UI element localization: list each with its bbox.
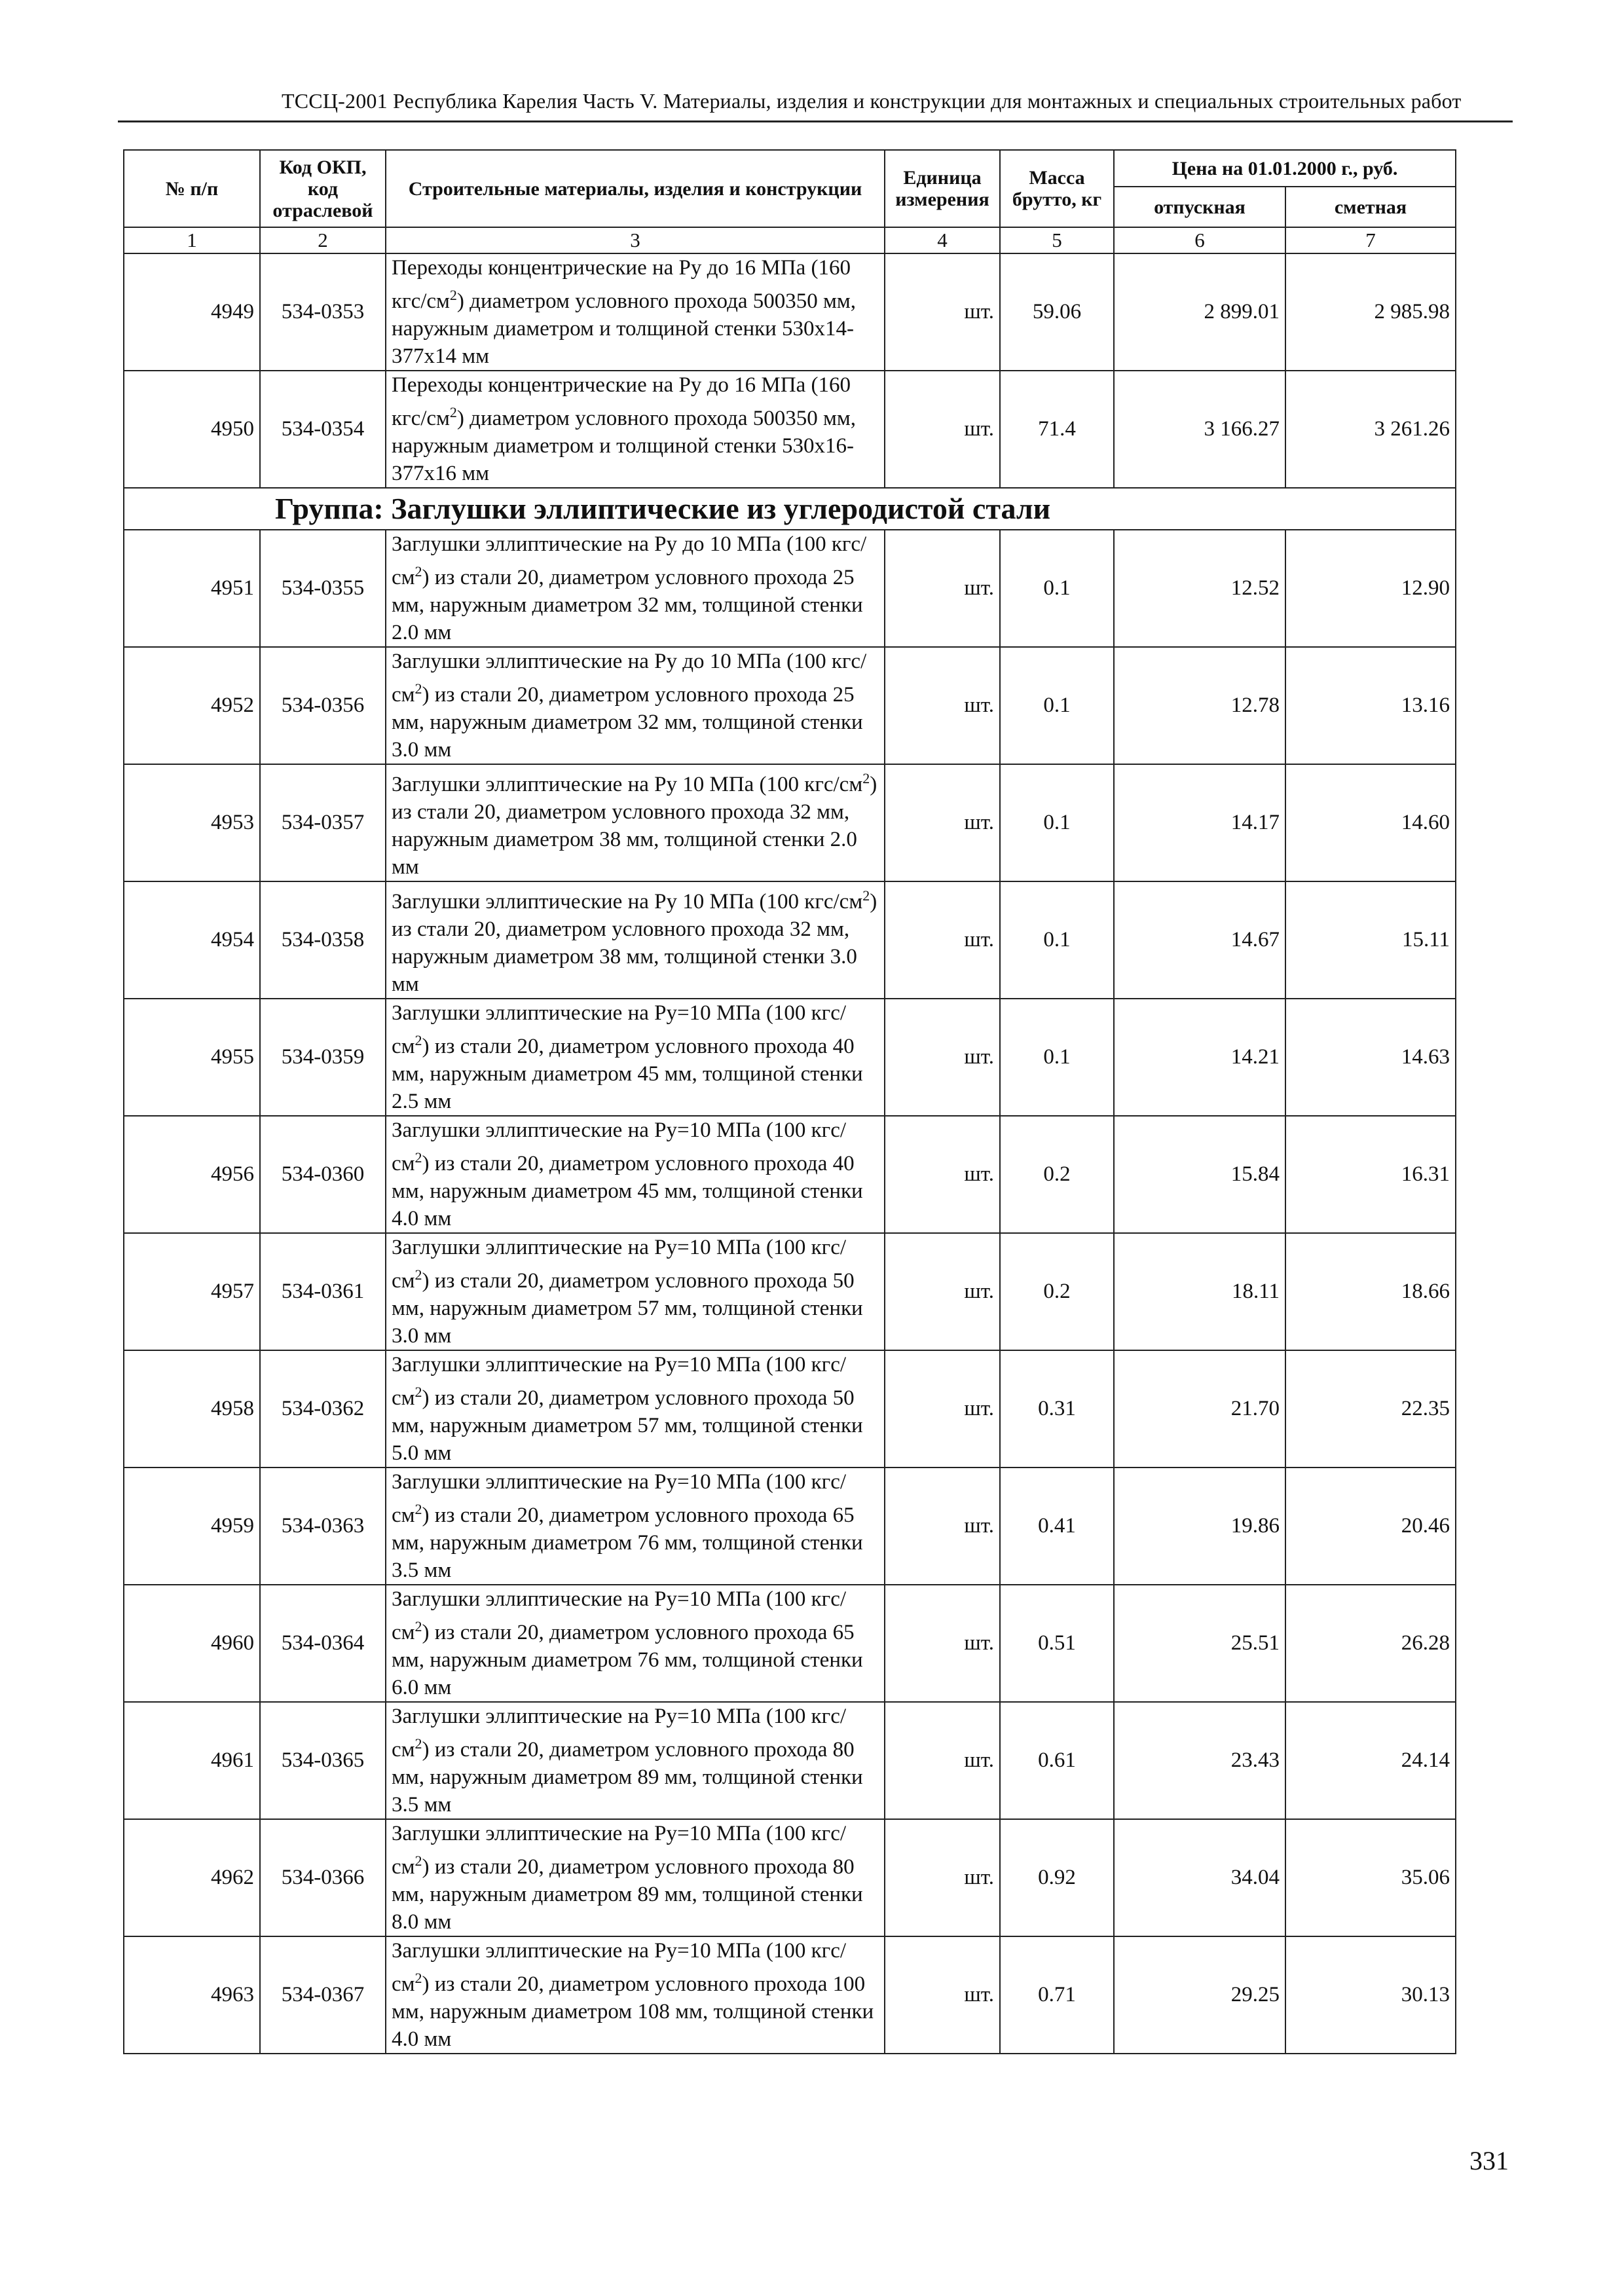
description-text: Заглушки эллиптические на Ру до 10 МПа (100 кгс/см [392,532,867,589]
description-superscript: 2 [415,1501,422,1517]
row-price-estimate: 16.31 [1285,1116,1456,1233]
row-description [386,1819,885,1936]
description-superscript: 2 [415,1618,422,1634]
table-row [124,999,1456,1116]
table-row [124,1350,1456,1468]
row-mass: 0.1 [1000,881,1114,999]
row-price-estimate: 13.16 [1285,647,1456,764]
row-unit: шт. [885,530,1000,647]
description-text: ) из стали 20, диаметром условного прохода 25 мм, наружным диаметром 32 мм, толщиной стенки 2.0 мм [392,566,863,644]
row-index: 4963 [124,1936,260,2054]
row-code: 534-0367 [260,1936,386,2054]
description-superscript: 2 [449,404,457,420]
row-description [386,371,885,488]
row-code: 534-0364 [260,1585,386,1702]
row-code: 534-0356 [260,647,386,764]
row-index: 4949 [124,253,260,371]
table-body [124,227,1456,2054]
row-price-release: 12.52 [1114,530,1285,647]
description-text: ) диаметром условного прохода 500350 мм, наружным диаметром и толщиной стенки 530х14-377х14 мм [392,289,857,368]
row-code: 534-0359 [260,999,386,1116]
row-mass: 59.06 [1000,253,1114,371]
description-text: ) из стали 20, диаметром условного прохода 65 мм, наружным диаметром 76 мм, толщиной стенки 3.5 мм [392,1504,863,1582]
row-code: 534-0353 [260,253,386,371]
row-index: 4960 [124,1585,260,1702]
row-price-estimate: 12.90 [1285,530,1456,647]
column-number: 7 [1285,227,1456,253]
row-description [386,1116,885,1233]
row-index: 4953 [124,764,260,881]
row-mass: 0.1 [1000,647,1114,764]
row-description [386,1936,885,2054]
row-mass: 0.2 [1000,1233,1114,1350]
row-index: 4950 [124,371,260,488]
column-number: 2 [260,227,386,253]
row-unit: шт. [885,1936,1000,2054]
description-superscript: 2 [415,1149,422,1166]
row-price-release: 14.17 [1114,764,1285,881]
row-unit: шт. [885,1702,1000,1819]
row-price-estimate: 18.66 [1285,1233,1456,1350]
table-row [124,764,1456,881]
table-row [124,530,1456,647]
description-text: ) из стали 20, диаметром условного прохода 65 мм, наружным диаметром 76 мм, толщиной стенки 6.0 мм [392,1621,863,1699]
description-text: Заглушки эллиптические на Ру=10 МПа (100 кгс/см [392,1001,847,1058]
description-text: Переходы концентрические на Ру до 16 МПа (160 кгс/см [392,256,851,313]
description-text: ) из стали 20, диаметром условного прохода 32 мм, наружным диаметром 38 мм, толщиной стенки 3.0 мм [392,890,877,996]
description-superscript: 2 [415,680,422,697]
header-price-group: Цена на 01.01.2000 г., руб. [1114,150,1456,187]
row-price-estimate: 24.14 [1285,1702,1456,1819]
row-code: 534-0361 [260,1233,386,1350]
description-text: ) из стали 20, диаметром условного прохода 32 мм, наружным диаметром 38 мм, толщиной стенки 2.0 мм [392,773,877,879]
row-price-estimate: 15.11 [1285,881,1456,999]
row-index: 4955 [124,999,260,1116]
description-text: Заглушки эллиптические на Ру=10 МПа (100 кгс/см [392,1470,847,1527]
row-description [386,1350,885,1468]
row-description [386,647,885,764]
row-price-release: 18.11 [1114,1233,1285,1350]
description-text: ) из стали 20, диаметром условного прохода 50 мм, наружным диаметром 57 мм, толщиной стенки 5.0 мм [392,1386,863,1465]
description-superscript: 2 [415,1384,422,1400]
row-unit: шт. [885,1350,1000,1468]
header-price-release: отпускная [1114,187,1285,227]
group-title: Группа: Заглушки эллиптические из углеродистой стали [124,488,1456,530]
row-mass: 0.51 [1000,1585,1114,1702]
table-row [124,1702,1456,1819]
column-number: 1 [124,227,260,253]
description-text: Заглушки эллиптические на Ру 10 МПа (100 кгс/см [392,890,863,914]
page-header-title: ТССЦ-2001 Республика Карелия Часть V. Материалы, изделия и конструкции для монтажных и специальных строительных работ [282,89,1462,113]
row-price-estimate: 35.06 [1285,1819,1456,1936]
description-text: Заглушки эллиптические на Ру=10 МПа (100 кгс/см [392,1236,847,1293]
row-description [386,253,885,371]
row-price-release: 23.43 [1114,1702,1285,1819]
description-text: Заглушки эллиптические на Ру=10 МПа (100 кгс/см [392,1822,847,1879]
table-row [124,647,1456,764]
description-superscript: 2 [415,1853,422,1869]
table-row [124,1936,1456,2054]
row-unit: шт. [885,1116,1000,1233]
row-price-release: 12.78 [1114,647,1285,764]
description-superscript: 2 [415,1032,422,1048]
table-header [124,150,1456,227]
row-description [386,1468,885,1585]
row-mass: 0.61 [1000,1702,1114,1819]
description-text: Заглушки эллиптические на Ру=10 МПа (100 кгс/см [392,1118,847,1175]
price-table [123,149,1456,2054]
row-unit: шт. [885,647,1000,764]
row-unit: шт. [885,1468,1000,1585]
row-index: 4962 [124,1819,260,1936]
row-code: 534-0355 [260,530,386,647]
row-price-release: 15.84 [1114,1116,1285,1233]
row-mass: 0.41 [1000,1468,1114,1585]
row-code: 534-0360 [260,1116,386,1233]
description-text: ) из стали 20, диаметром условного прохода 25 мм, наружным диаметром 32 мм, толщиной стенки 3.0 мм [392,683,863,762]
row-description [386,1702,885,1819]
row-mass: 0.92 [1000,1819,1114,1936]
row-index: 4958 [124,1350,260,1468]
row-index: 4954 [124,881,260,999]
row-mass: 0.31 [1000,1350,1114,1468]
description-text: ) из стали 20, диаметром условного прохода 80 мм, наружным диаметром 89 мм, толщиной стенки 3.5 мм [392,1738,863,1817]
table-row [124,371,1456,488]
row-mass: 71.4 [1000,371,1114,488]
header-rule [118,120,1513,122]
column-number: 4 [885,227,1000,253]
row-description [386,1233,885,1350]
column-number: 5 [1000,227,1114,253]
description-superscript: 2 [415,563,422,580]
description-superscript: 2 [862,770,870,786]
row-index: 4952 [124,647,260,764]
row-price-estimate: 3 261.26 [1285,371,1456,488]
row-mass: 0.1 [1000,764,1114,881]
description-text: Заглушки эллиптические на Ру=10 МПа (100 кгс/см [392,1353,847,1410]
row-index: 4951 [124,530,260,647]
table-row [124,1233,1456,1350]
page-number: 331 [1469,2146,1509,2175]
row-unit: шт. [885,371,1000,488]
row-index: 4959 [124,1468,260,1585]
table-row [124,1468,1456,1585]
description-text: Заглушки эллиптические на Ру=10 МПа (100 кгс/см [392,1587,847,1644]
column-number: 6 [1114,227,1285,253]
row-price-estimate: 2 985.98 [1285,253,1456,371]
column-numbers-row [124,227,1456,253]
table-row [124,881,1456,999]
row-unit: шт. [885,253,1000,371]
row-mass: 0.71 [1000,1936,1114,2054]
header-mass: Масса брутто, кг [1000,150,1114,227]
row-index: 4957 [124,1233,260,1350]
table-row [124,1585,1456,1702]
row-code: 534-0354 [260,371,386,488]
row-unit: шт. [885,1585,1000,1702]
row-price-estimate: 26.28 [1285,1585,1456,1702]
header-code: Код ОКП, код отраслевой [260,150,386,227]
description-superscript: 2 [415,1266,422,1283]
row-mass: 0.1 [1000,999,1114,1116]
row-code: 534-0358 [260,881,386,999]
table-row [124,253,1456,371]
row-description [386,999,885,1116]
row-unit: шт. [885,999,1000,1116]
description-text: ) из стали 20, диаметром условного прохода 40 мм, наружным диаметром 45 мм, толщиной стенки 2.5 мм [392,1035,863,1113]
row-price-release: 29.25 [1114,1936,1285,2054]
description-text: Заглушки эллиптические на Ру 10 МПа (100 кгс/см [392,773,863,796]
column-number: 3 [386,227,885,253]
row-price-release: 21.70 [1114,1350,1285,1468]
row-description [386,1585,885,1702]
row-price-release: 3 166.27 [1114,371,1285,488]
row-price-estimate: 22.35 [1285,1350,1456,1468]
description-text: ) диаметром условного прохода 500350 мм, наружным диаметром и толщиной стенки 530х16-377х16 мм [392,407,857,485]
row-code: 534-0363 [260,1468,386,1585]
row-price-release: 25.51 [1114,1585,1285,1702]
table-row [124,1819,1456,1936]
description-text: Заглушки эллиптические на Ру до 10 МПа (100 кгс/см [392,650,867,707]
description-superscript: 2 [862,887,870,904]
row-mass: 0.1 [1000,530,1114,647]
description-text: ) из стали 20, диаметром условного прохода 50 мм, наружным диаметром 57 мм, толщиной стенки 3.0 мм [392,1269,863,1348]
row-price-estimate: 20.46 [1285,1468,1456,1585]
row-price-release: 14.67 [1114,881,1285,999]
description-text: Заглушки эллиптические на Ру=10 МПа (100 кгс/см [392,1939,847,1996]
row-price-release: 34.04 [1114,1819,1285,1936]
row-code: 534-0366 [260,1819,386,1936]
row-unit: шт. [885,1819,1000,1936]
row-code: 534-0357 [260,764,386,881]
description-text: Заглушки эллиптические на Ру=10 МПа (100 кгс/см [392,1705,847,1762]
row-price-release: 19.86 [1114,1468,1285,1585]
row-index: 4956 [124,1116,260,1233]
row-description [386,764,885,881]
description-text: ) из стали 20, диаметром условного прохода 100 мм, наружным диаметром 108 мм, толщиной стенки 4.0 мм [392,1972,874,2051]
description-text: Переходы концентрические на Ру до 16 МПа (160 кгс/см [392,373,851,430]
row-mass: 0.2 [1000,1116,1114,1233]
row-unit: шт. [885,881,1000,999]
row-description [386,881,885,999]
row-description [386,530,885,647]
table-row [124,1116,1456,1233]
header-idx: № п/п [124,150,260,227]
description-superscript: 2 [415,1970,422,1986]
description-text: ) из стали 20, диаметром условного прохода 40 мм, наружным диаметром 45 мм, толщиной стенки 4.0 мм [392,1152,863,1230]
header-desc: Строительные материалы, изделия и конструкции [386,150,885,227]
group-row [124,488,1456,530]
row-unit: шт. [885,1233,1000,1350]
description-text: ) из стали 20, диаметром условного прохода 80 мм, наружным диаметром 89 мм, толщиной стенки 8.0 мм [392,1855,863,1934]
row-code: 534-0362 [260,1350,386,1468]
row-price-release: 14.21 [1114,999,1285,1116]
row-price-estimate: 30.13 [1285,1936,1456,2054]
description-superscript: 2 [415,1735,422,1752]
row-price-release: 2 899.01 [1114,253,1285,371]
row-price-estimate: 14.60 [1285,764,1456,881]
description-superscript: 2 [449,287,457,303]
header-price-estimate: сметная [1285,187,1456,227]
row-price-estimate: 14.63 [1285,999,1456,1116]
row-unit: шт. [885,764,1000,881]
row-index: 4961 [124,1702,260,1819]
header-unit: Единица измерения [885,150,1000,227]
row-code: 534-0365 [260,1702,386,1819]
